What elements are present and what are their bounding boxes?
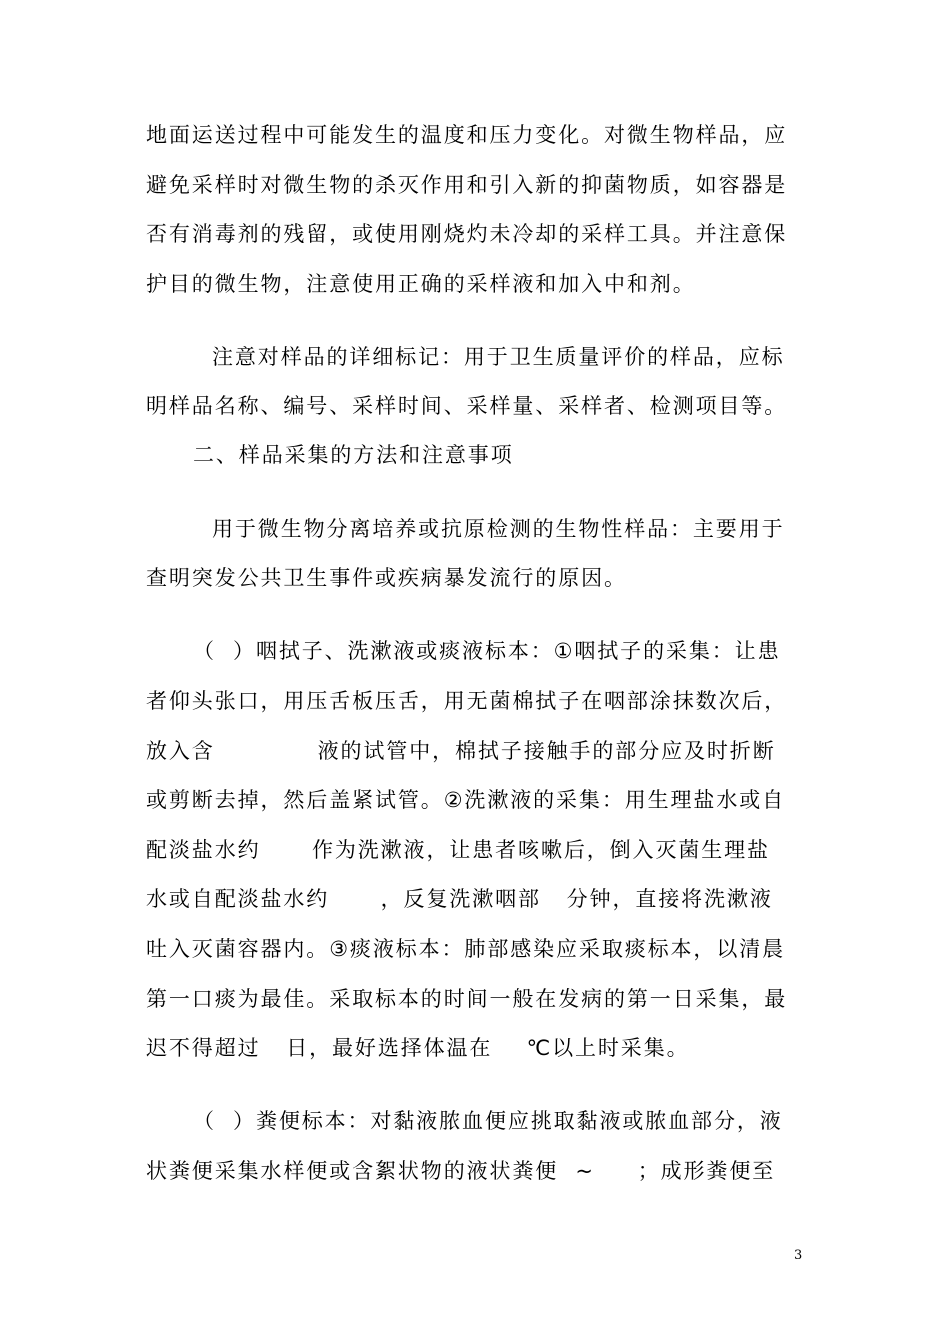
text-line: 水或自配淡盐水约 ，反复洗漱咽部 分钟，直接将洗漱液 — [146, 887, 773, 911]
text-line: 放入含 液的试管中，棉拭子接触手的部分应及时折断 — [146, 739, 776, 763]
text-line: 配淡盐水约 作为洗漱液，让患者咳嗽后，倒入灭菌生理盐 — [146, 838, 770, 862]
page-number: 3 — [794, 1248, 803, 1263]
text-line: 查明突发公共卫生事件或疾病暴发流行的原因。 — [146, 566, 627, 590]
section-heading: 二、样品采集的方法和注意事项 — [193, 443, 514, 467]
text-line: 第一口痰为最佳。采取标本的时间一般在发病的第一日采集，最 — [146, 987, 788, 1011]
text-line: 状粪便采集水样便或含絮状物的液状粪便 ~ ；成形粪便至 — [146, 1159, 776, 1183]
text-line: 地面运送过程中可能发生的温度和压力变化。对微生物样品，应 — [146, 123, 788, 147]
text-line: 或剪断去掉，然后盖紧试管。②洗漱液的采集：用生理盐水或自 — [146, 788, 786, 812]
text-line: 避免采样时对微生物的杀灭作用和引入新的抑菌物质，如容器是 — [146, 173, 788, 197]
text-line: 迟不得超过 日，最好选择体温在 ℃以上时采集。 — [146, 1036, 690, 1060]
text-line: （ ）粪便标本：对黏液脓血便应挑取黏液或脓血部分，液 — [193, 1109, 783, 1133]
text-line: 者仰头张口，用压舌板压舌，用无菌棉拭子在咽部涂抹数次后， — [146, 689, 788, 713]
text-line: 明样品名称、编号、采样时间、采样量、采样者、检测项目等。 — [146, 394, 788, 418]
text-line: 用于微生物分离培养或抗原检测的生物性样品：主要用于 — [212, 517, 785, 541]
text-line: （ ）咽拭子、洗漱液或痰液标本：①咽拭子的采集：让患 — [193, 639, 781, 663]
text-line: 注意对样品的详细标记：用于卫生质量评价的样品，应标 — [212, 345, 785, 369]
text-line: 否有消毒剂的残留，或使用刚烧灼未冷却的采样工具。并注意保 — [146, 222, 788, 246]
text-line: 吐入灭菌容器内。③痰液标本：肺部感染应采取痰标本，以清晨 — [146, 937, 786, 961]
text-line: 护目的微生物，注意使用正确的采样液和加入中和剂。 — [146, 272, 696, 296]
